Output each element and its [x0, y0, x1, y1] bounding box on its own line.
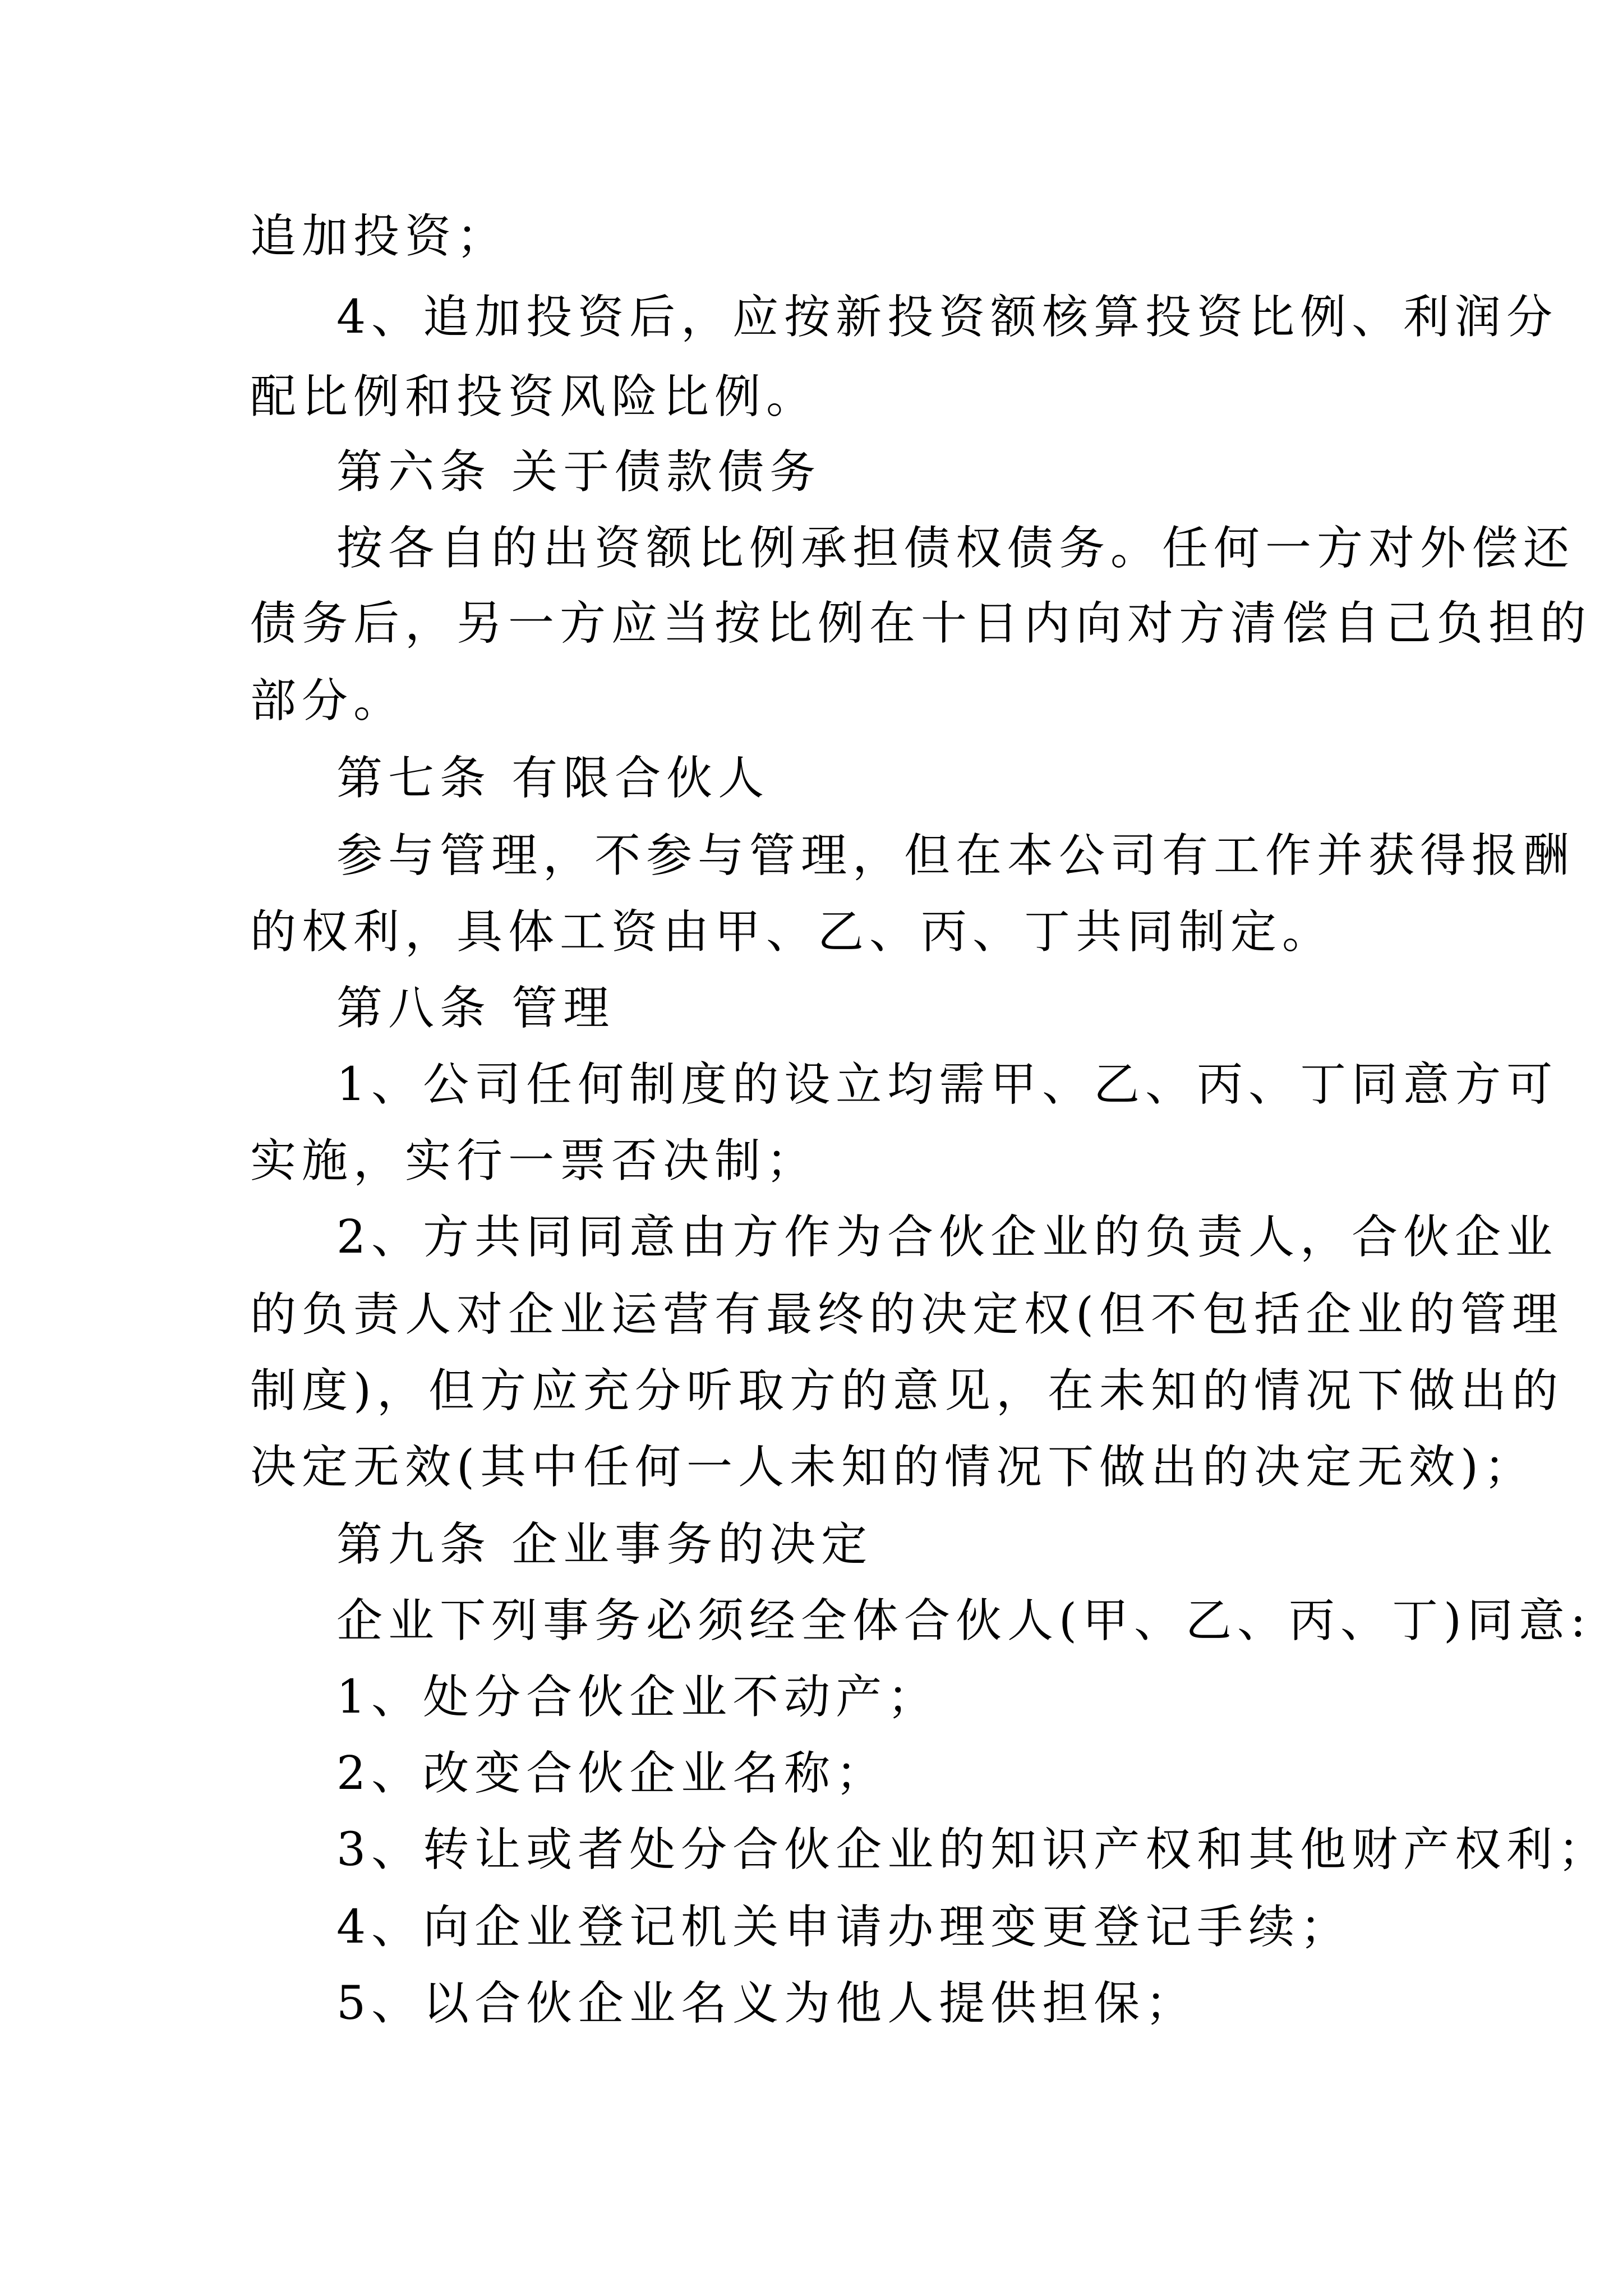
text-line: 4、追加投资后，应按新投资额核算投资比例、利润分 — [336, 291, 1559, 344]
text-line: 企业下列事务必须经全体合伙人(甲、乙、丙、丁)同意: — [336, 1594, 1592, 1648]
section-heading: 第八条 管理 — [336, 982, 615, 1035]
text-line: 的权利，具体工资由甲、乙、丙、丁共同制定。 — [250, 905, 1334, 959]
text-line: 追加投资； — [250, 210, 509, 263]
text-line: 2、方共同同意由方作为合伙企业的负责人，合伙企业 — [336, 1211, 1559, 1264]
text-line: 实施，实行一票否决制； — [250, 1134, 818, 1188]
list-item: 5、以合伙企业名义为他人提供担保； — [336, 1977, 1197, 2030]
text-line: 配比例和投资风险比例。 — [250, 370, 818, 424]
text-line: 1、公司任何制度的设立均需甲、乙、丙、丁同意方可 — [336, 1058, 1559, 1111]
text-line: 按各自的出资额比例承担债权债务。任何一方对外偿还 — [336, 522, 1575, 575]
text-line: 决定无效(其中任何一人未知的情况下做出的决定无效)； — [250, 1441, 1536, 1494]
section-heading: 第九条 企业事务的决定 — [336, 1518, 873, 1571]
section-heading: 第七条 有限合伙人 — [336, 752, 770, 805]
list-item: 3、转让或者处分合伙企业的知识产权和其他财产权利； — [336, 1823, 1610, 1876]
section-heading: 第六条 关于债款债务 — [336, 445, 822, 499]
list-item: 2、改变合伙企业名称； — [336, 1747, 888, 1800]
text-line: 参与管理，不参与管理，但在本公司有工作并获得报酬 — [336, 829, 1575, 882]
list-item: 1、处分合伙企业不动产； — [336, 1671, 939, 1724]
text-line: 制度)，但方应充分听取方的意见，在未知的情况下做出的 — [250, 1364, 1564, 1418]
list-item: 4、向企业登记机关申请办理变更登记手续； — [336, 1901, 1352, 1954]
text-line: 的负责人对企业运营有最终的决定权(但不包括企业的管理 — [250, 1288, 1564, 1341]
text-line: 部分。 — [250, 674, 405, 728]
text-line: 债务后，另一方应当按比例在十日内向对方清偿自己负担的 — [250, 597, 1592, 650]
